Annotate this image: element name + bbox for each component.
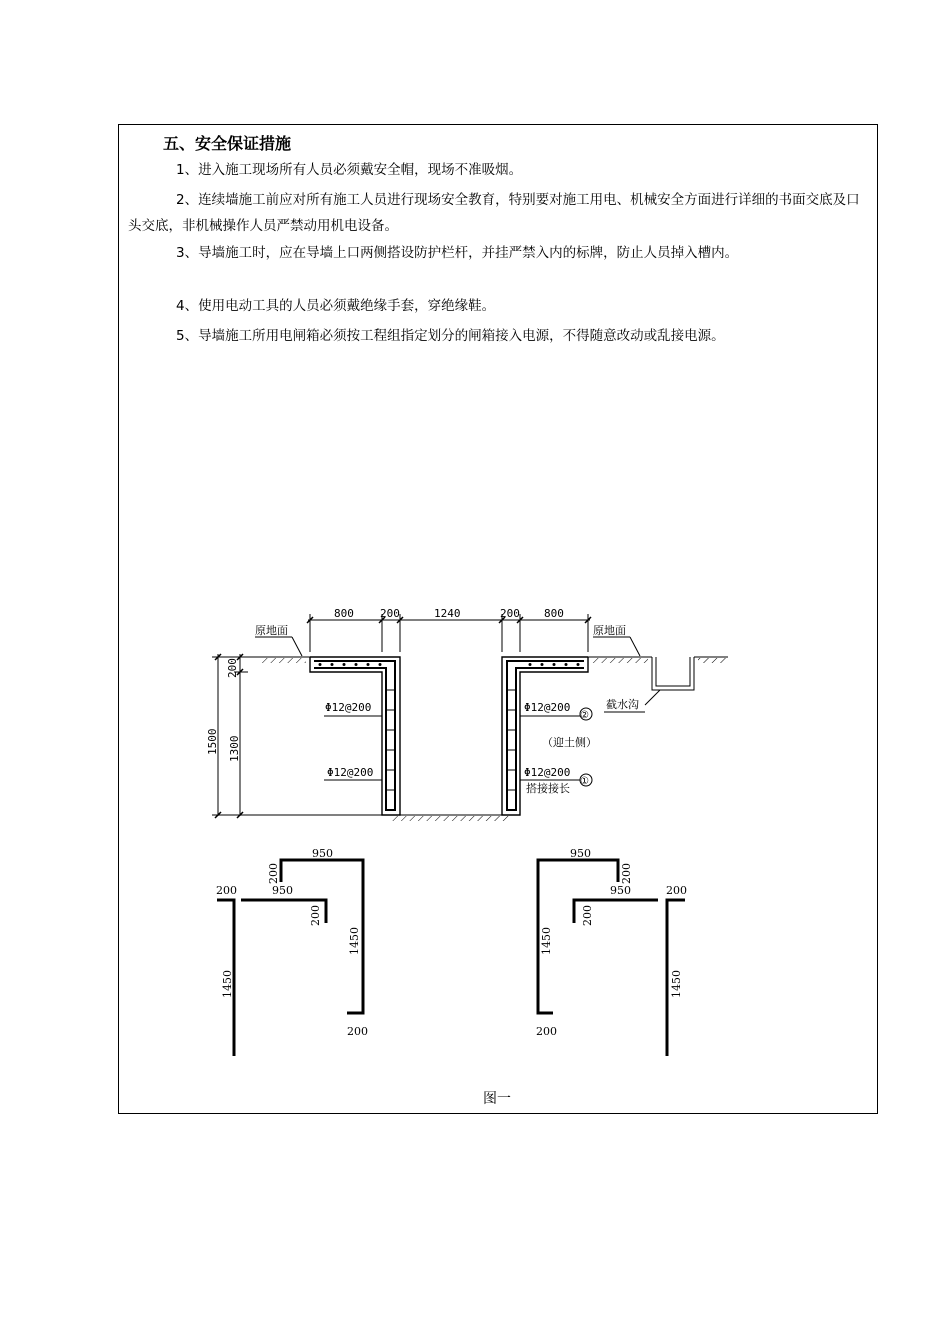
ground-label-right: 原地面 — [593, 624, 626, 637]
rebar-label-right-lower: Φ12@200 — [524, 766, 571, 779]
bar-r-a-length-1450: 1450 — [540, 927, 553, 955]
bar-c-hook-200: 200 — [267, 863, 280, 884]
bar-c-top-950: 950 — [312, 847, 333, 860]
figure-caption: 图一 — [483, 1091, 511, 1107]
lap-label: 搭接接长 — [526, 782, 570, 795]
bar-b-length-950: 950 — [272, 884, 293, 897]
bar-b-down-200: 200 — [309, 905, 322, 926]
bar-a-top-200: 200 — [216, 884, 237, 897]
dim-200-right: 200 — [500, 607, 520, 620]
dim-200-left: 200 — [380, 607, 400, 620]
bar-a-length-1450: 1450 — [221, 970, 234, 998]
marker-2: ② — [580, 710, 589, 721]
bar-r-a-hook-200: 200 — [620, 863, 633, 884]
rebar-label-right-upper: Φ12@200 — [524, 701, 571, 714]
bar-c-bottom-200: 200 — [347, 1025, 368, 1038]
bar-r-b-length-950: 950 — [610, 884, 631, 897]
measure-item-2: 2、连续墙施工前应对所有施工人员进行现场安全教育，特别要对施工用电、机械安全方面进行详细的书面交底及口头交底，非机械操作人员严禁动用机电设备。 — [128, 192, 860, 234]
rebar-label-left-lower: Φ12@200 — [327, 766, 374, 779]
measure-item-1: 1、进入施工现场所有人员必须戴安全帽，现场不准吸烟。 — [176, 162, 523, 178]
dim-1500-vertical: 1500 — [206, 728, 219, 755]
dim-800-left: 800 — [334, 607, 354, 620]
rebar-label-left-upper: Φ12@200 — [325, 701, 372, 714]
soil-side-label: （迎土侧） — [542, 736, 597, 749]
measure-item-5: 5、导墙施工所用电闸箱必须按工程组指定划分的闸箱接入电源，不得随意改动或乱接电源。 — [176, 328, 725, 344]
bar-r-a-top-950: 950 — [570, 847, 591, 860]
dim-1300-vertical: 1300 — [228, 735, 241, 762]
dim-800-right: 800 — [544, 607, 564, 620]
dim-200-vertical: 200 — [226, 658, 239, 678]
measure-item-4: 4、使用电动工具的人员必须戴绝缘手套，穿绝缘鞋。 — [176, 298, 496, 314]
dim-1240: 1240 — [434, 607, 461, 620]
drain-ditch-label: 截水沟 — [606, 698, 639, 711]
section-heading: 五、安全保证措施 — [163, 134, 292, 153]
measure-item-3: 3、导墙施工时，应在导墙上口两侧搭设防护栏杆，并挂严禁入内的标牌，防止人员掉入槽内。 — [176, 245, 739, 261]
bar-r-c-top-200: 200 — [666, 884, 687, 897]
bar-r-b-down-200: 200 — [581, 905, 594, 926]
bar-r-a-bottom-200: 200 — [536, 1025, 557, 1038]
marker-1: ① — [580, 776, 589, 787]
ground-label-left: 原地面 — [255, 624, 288, 637]
bar-r-c-length-1450: 1450 — [670, 970, 683, 998]
section-view — [212, 614, 728, 821]
bar-c-length-1450: 1450 — [348, 927, 361, 955]
